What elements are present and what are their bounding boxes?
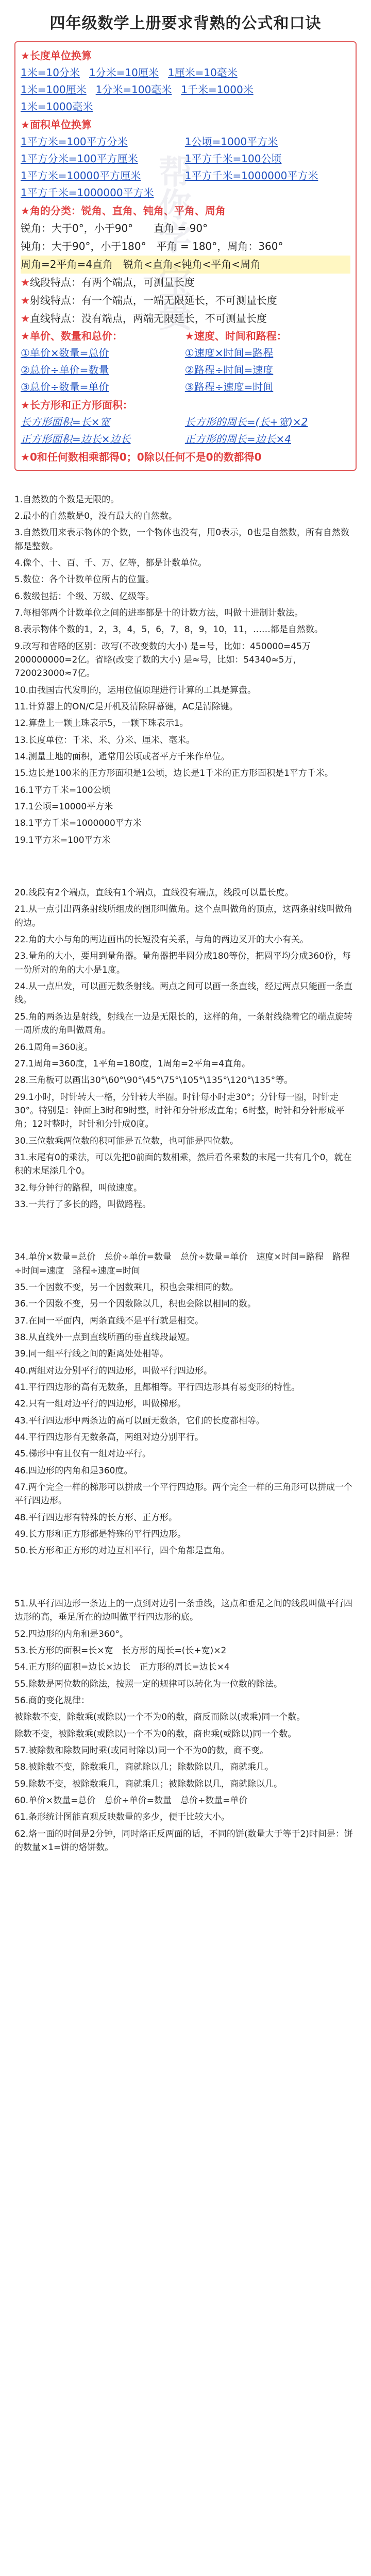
knowledge-item: 15.边长是100米的正方形面积是1公顷，边长是1千米的正方形面积是1平方千米。 <box>14 768 333 779</box>
knowledge-item: 5.数位：各个计数单位所占的位置。 <box>14 574 155 585</box>
angle-row: 钝角：大于90°，小于180° 平角 = 180°，周角：360° <box>21 240 283 252</box>
formula-cell: ③总价÷数量=单价 <box>21 380 109 393</box>
knowledge-item: 14.测量土地的面积，通常用公顷或者平方千米作单位。 <box>14 752 230 762</box>
knowledge-item: 40.两组对边分别平行的四边形，叫做平行四边形。 <box>14 1365 213 1376</box>
knowledge-item: 50.长方形和正方形的对边互相平行，四个角都是直角。 <box>14 1546 230 1556</box>
knowledge-item: 29.1小时，时针转大一格，分针转大半圈。时针每小时走30°；分针每一圈，时针走30°。特别是：钟面上3时和9时整，时针和分针形成直角；6时整，时针和分针形成平角；12时整时，时针和分针成0度。 <box>14 1092 345 1130</box>
line-text: 线段特点：有两个端点，可测量长度 <box>29 276 195 289</box>
knowledge-item: 61.条形统计图能直观反映数量的多少，便于比较大小。 <box>14 1812 230 1823</box>
area-row <box>21 150 350 167</box>
knowledge-item: 51.从平行四边形一条边上的一点到对边引一条垂线，这点和垂足之间的线段叫做平行四边形的高，垂足所在的边叫做平行四边形的底。 <box>14 1598 353 1623</box>
formula-cell: 1米=1000毫米 <box>21 100 93 113</box>
formula-cell: 1分米=10厘米 <box>89 66 159 79</box>
knowledge-item: 49.长方形和正方形都是特殊的平行四边形。 <box>14 1529 187 1540</box>
knowledge-item: 3.自然数用来表示物体的个数，一个物体也没有，用0表示，0也是自然数，所有自然数都是整数。 <box>14 528 349 552</box>
knowledge-item: 13.长度单位：千米、米、分米、厘米、毫米。 <box>14 735 195 745</box>
knowledge-item: 7.每相邻两个计数单位之间的进率都是十的计数方法，叫做十进制计数法。 <box>14 607 303 618</box>
star-icon: ★ <box>21 276 30 289</box>
knowledge-item: 48.平行四边形有特殊的长方形、正方形。 <box>14 1512 178 1523</box>
knowledge-item: 39.同一组平行线之间的距离处处相等。 <box>14 1349 169 1360</box>
formula-card <box>14 41 357 471</box>
star-icon: ★ <box>21 204 30 217</box>
knowledge-item: 47.两个完全一样的梯形可以拼成一个平行四边形。两个完全一样的三角形可以拼成一个平行四边形。 <box>14 1482 353 1506</box>
knowledge-item: 23.量角的大小，要用到量角器。量角器把半圆分成180等份，把圆平均分成360份，每一份所对的角的大小是1度。 <box>14 951 351 975</box>
relation-row <box>21 379 350 396</box>
knowledge-item: 18.1平方千米=1000000平方米 <box>14 818 142 829</box>
formula-cell: ②路程÷时间=速度 <box>184 363 274 376</box>
star-icon: ★ <box>21 312 30 325</box>
knowledge-item: 9.改写和省略的区别：改写(不改变数的大小) 是=号，比如：450000=45万 200000000=2亿。省略(改变了数的大小) 是≈号，比如：54340≈5万，720023000≈7亿。 <box>14 641 311 679</box>
formula-cell: 1分米=100毫米 <box>95 83 172 96</box>
formula-cell: 1厘米=10毫米 <box>167 66 238 79</box>
formula-cell: 长方形面积=长×宽 <box>21 415 110 428</box>
knowledge-item: 除数不变，被除数乘(或除以)一个不为0的数，商也乘(或除以)同一个数。 <box>14 1728 297 1739</box>
line-text: 射线特点：有一个端点，一端无限延长，不可测量长度 <box>29 294 277 307</box>
angle-header: ★角的分类：锐角、直角、钝角、平角、周角 <box>21 204 226 217</box>
formula-cell: ①速度×时间=路程 <box>184 346 274 359</box>
angle-row: 周角=2平角=4直角 锐角<直角<钝角<平角<周角 <box>21 256 350 274</box>
knowledge-item: 46.四边形的内角和是360度。 <box>14 1465 133 1476</box>
area-row <box>21 133 350 150</box>
formula-cell: 1平方千米=1000000平方米 <box>184 169 318 182</box>
relation-header: ★单价、数量和总价： ★速度、时间和路程： <box>21 329 287 342</box>
formula-cell: 1平方米=100平方分米 <box>21 135 128 148</box>
knowledge-item: 4.像个、十、百、千、万、亿等，都是计数单位。 <box>14 557 207 568</box>
knowledge-item: 10.由我国古代发明的，运用位值原理进行计算的工具是算盘。 <box>14 685 257 696</box>
formula-cell: 1平方米=10000平方厘米 <box>21 169 141 182</box>
formula-cell: 正方形的周长=边长×4 <box>184 432 292 445</box>
length-list <box>21 64 350 115</box>
knowledge-item: 44.平行四边形有无数条高，两组对边分别平行。 <box>14 1432 204 1443</box>
knowledge-item: 31.末尾有0的乘法，可以先把0前面的数相乘，然后看各乘数的末尾一共有几个0，就在积的末尾添几个0。 <box>14 1152 352 1177</box>
star-icon: ★ <box>21 398 30 411</box>
formula-cell: ②总价÷单价=数量 <box>21 363 109 376</box>
line-list <box>21 274 350 328</box>
shape-row <box>21 431 350 448</box>
formula-cell: 正方形面积=边长×边长 <box>21 432 131 445</box>
line-row <box>21 292 350 310</box>
formula-cell: 1平方千米=100公顷 <box>184 152 282 165</box>
knowledge-item: 35.一个因数不变，另一个因数乘几，积也会乘相同的数。 <box>14 1282 239 1293</box>
area-list <box>21 133 350 201</box>
star-icon: ★ <box>21 49 30 62</box>
formula-cell: ①单价×数量=总价 <box>21 346 109 359</box>
formula-cell: 1米=100厘米 <box>21 83 87 96</box>
formula-cell: 1米=10分米 <box>21 66 80 79</box>
angle-list <box>21 219 350 274</box>
knowledge-item: 11.计算器上的ON/C是开机及清除屏幕键，AC是清除键。 <box>14 701 238 712</box>
knowledge-item: 17.1公顷=10000平方米 <box>14 802 113 812</box>
star-icon: ★ <box>21 294 30 307</box>
knowledge-item: 16.1平方千米=100公顷 <box>14 785 111 795</box>
star-icon: ★ <box>21 329 30 342</box>
knowledge-item: 22.角的大小与角的两边画出的长短没有关系，与角的两边叉开的大小有关。 <box>14 935 309 945</box>
line-text: 直线特点：没有端点，两端无限延长，不可测量长度 <box>29 312 267 325</box>
knowledge-item: 20.线段有2个端点，直线有1个端点，直线没有端点，线段可以量长度。 <box>14 888 294 899</box>
knowledge-item: 52.四边形的内角和是360°。 <box>14 1629 128 1639</box>
knowledge-item: 25.角的两条边是射线，射线在一边是无限长的，这样的角，一条射线绕着它的端点旋转一周所成的角叫做周角。 <box>14 1011 353 1036</box>
formula-cell: 1平方千米=1000000平方米 <box>21 186 154 199</box>
knowledge-item: 6.数级包括：个级、万级、亿级等。 <box>14 591 155 602</box>
formula-cell: 1公顷=1000平方米 <box>184 135 278 148</box>
shape-header: ★长方形和正方形面积： <box>21 398 133 411</box>
knowledge-item: 57.被除数和除数同时乘(或同时除以)同一个不为0的数，商不变。 <box>14 1745 269 1756</box>
knowledge-item: 62.烙一面的时间是2分钟，同时烙正反两面的话，不同的饼(数量大于等于2)时间是：饼的数量×1=饼的烙饼数。 <box>14 1828 353 1853</box>
length-header: ★长度单位换算 <box>21 49 92 62</box>
formula-cell: 1平方分米=100平方厘米 <box>21 152 138 165</box>
shape-row <box>21 414 350 431</box>
knowledge-item: 27.1周角=360度，1平角=180度，1周角=2平角=4直角。 <box>14 1058 250 1069</box>
length-row <box>21 81 350 98</box>
length-row <box>21 64 350 81</box>
angle-row: 锐角：大于0°，小于90° 直角 = 90° <box>21 222 208 234</box>
knowledge-item: 2.最小的自然数是0，没有最大的自然数。 <box>14 511 178 521</box>
knowledge-item: 43.平行四边形中两条边的高可以画无数条，它们的长度都相等。 <box>14 1415 265 1426</box>
star-icon: ★ <box>21 118 30 131</box>
knowledge-item: 12.算盘上一颗上珠表示5，一颗下珠表示1。 <box>14 718 189 729</box>
knowledge-item: 21.从一点引出两条射线所组成的图形叫做角。这个点叫做角的顶点，这两条射线叫做角的边。 <box>14 904 353 928</box>
knowledge-item: 55.除数是两位数的除法，按照一定的规律可以转化为一位数的除法。 <box>14 1679 283 1689</box>
relation-row <box>21 362 350 379</box>
knowledge-item: 58.被除数不变，除数乘几，商就除以几；除数除以几，商就乘几。 <box>14 1762 274 1773</box>
knowledge-item: 60.单价×数量=总价 总价÷单价=数量 总价÷数量=单价 <box>14 1795 248 1806</box>
line-row <box>21 274 350 292</box>
relation-list <box>21 345 350 396</box>
zero-rule: ★0和任何数相乘都得0；0除以任何不是0的数都得0 <box>21 450 262 463</box>
knowledge-item: 54.正方形的面积=边长×边长 正方形的周长=边长×4 <box>14 1662 230 1673</box>
star-icon: ★ <box>184 329 194 342</box>
knowledge-item: 26.1周角=360度。 <box>14 1042 93 1053</box>
watermark: 帮你学 宝贵 <box>153 155 191 331</box>
knowledge-item: 被除数不变，除数乘(或除以)一个不为0的数，商反而除以(或乘)同一个数。 <box>14 1712 306 1723</box>
knowledge-item: 24.从一点出发，可以画无数条射线。两点之间可以画一条直线，经过两点只能画一条直线。 <box>14 981 353 1006</box>
length-row <box>21 98 350 115</box>
knowledge-item: 8.表示物体个数的1，2，3，4，5，6，7，8，9，10，11，……都是自然数。 <box>14 624 323 635</box>
knowledge-item: 41.平行四边形的高有无数条，且都相等。平行四边形具有易变形的特性。 <box>14 1382 300 1393</box>
knowledge-item: 45.梯形中有且仅有一组对边平行。 <box>14 1449 151 1460</box>
formula-cell: 长方形的周长=(长+宽)×2 <box>184 415 308 428</box>
area-row <box>21 167 350 184</box>
line-row <box>21 310 350 328</box>
knowledge-item: 28.三角板可以画出30°\60°\90°\45°\75°\105°\135°\120°\135°等。 <box>14 1075 293 1086</box>
knowledge-item: 37.在同一平面内，两条直线不是平行就是相交。 <box>14 1315 204 1326</box>
knowledge-item: 42.只有一组对边平行的四边形，叫做梯形。 <box>14 1399 187 1410</box>
knowledge-item: 53.长方形的面积=长×宽 长方形的周长=(长+宽)×2 <box>14 1645 227 1656</box>
star-icon: ★ <box>21 450 30 463</box>
knowledge-item: 59.除数不变，被除数乘几，商就乘几；被除数除以几，商就除以几。 <box>14 1778 283 1789</box>
knowledge-list <box>14 492 357 1856</box>
area-row <box>21 184 350 201</box>
knowledge-item: 32.每分钟行的路程，叫做速度。 <box>14 1182 143 1193</box>
page-title: 四年级数学上册要求背熟的公式和口诀 <box>49 14 322 32</box>
formula-cell: 1千米=1000米 <box>181 83 254 96</box>
knowledge-item: 36.一个因数不变，另一个因数除以几，积也会除以相同的数。 <box>14 1299 257 1310</box>
knowledge-item: 38.从直线外一点到直线所画的垂直线段最短。 <box>14 1332 195 1343</box>
formula-cell: ③路程÷速度=时间 <box>184 380 274 393</box>
knowledge-item: 34.单价×数量=总价 总价÷单价=数量 总价÷数量=单价 速度×时间=路程 路程÷时间=速度 路程÷速度=时间 <box>14 1252 350 1276</box>
knowledge-item: 19.1平方米=100平方米 <box>14 835 111 845</box>
knowledge-item: 33.一共行了多长的路，叫做路程。 <box>14 1199 151 1210</box>
shape-list <box>21 414 350 448</box>
relation-row <box>21 345 350 362</box>
knowledge-item: 56.商的变化规律： <box>14 1695 90 1706</box>
area-header: ★面积单位换算 <box>21 118 92 131</box>
knowledge-item: 1.自然数的个数是无限的。 <box>14 494 120 505</box>
knowledge-item: 30.三位数乘两位数的积可能是五位数，也可能是四位数。 <box>14 1136 239 1146</box>
